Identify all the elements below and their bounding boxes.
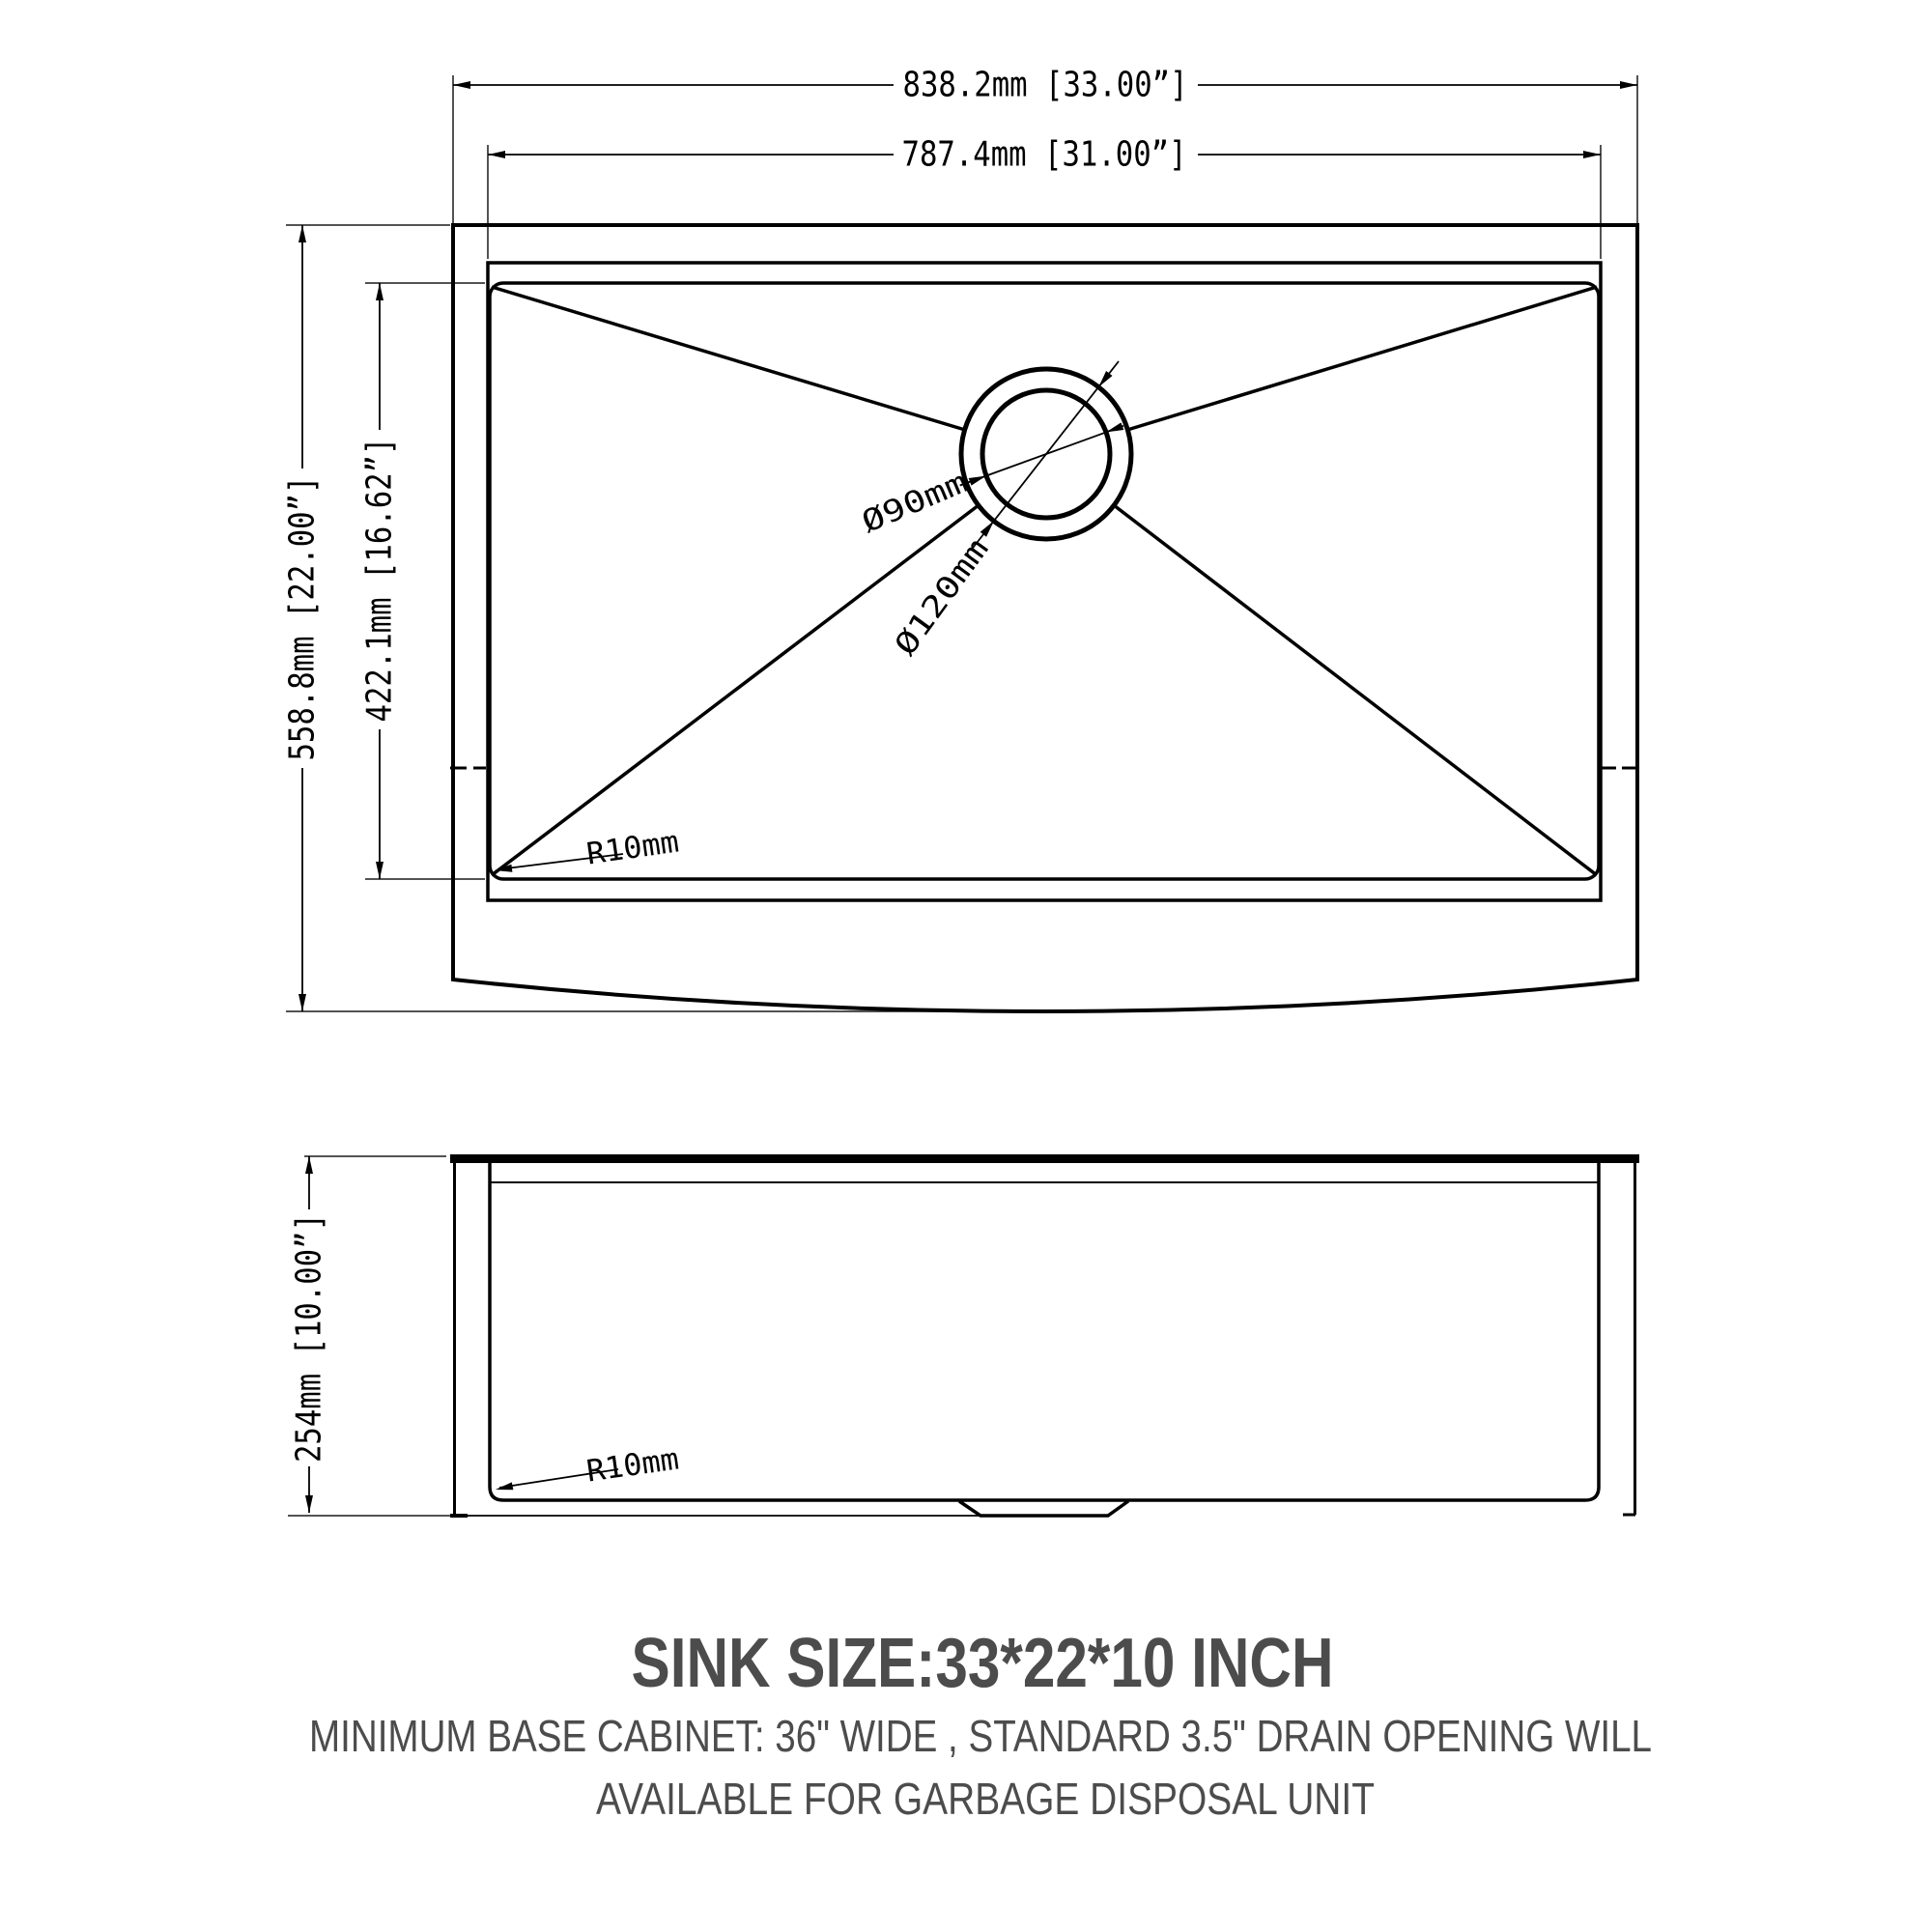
- corner-radius-callout-side: [496, 1441, 681, 1490]
- drain-outer-diameter-label: Ø120mm: [888, 554, 980, 663]
- dim-bowl-depth-label: 422.1mm [16.62”]: [359, 386, 400, 723]
- arrow-right-icon: [1620, 81, 1637, 89]
- dim-overall-width-label: 838.2mm [33.00”]: [902, 65, 1188, 105]
- arrow-up-icon: [298, 225, 306, 242]
- dimension-overall-width: [453, 66, 1637, 105]
- side-view: [288, 1154, 1639, 1516]
- arrow-left-icon: [488, 151, 505, 158]
- dimension-bowl-depth: [360, 283, 400, 879]
- top-view: [283, 66, 1639, 1012]
- dim-height-label: 254mm [10.00”]: [289, 1169, 329, 1463]
- arrow-icon: [969, 476, 986, 486]
- dimension-overall-depth: [283, 225, 323, 1011]
- bowl-bottom-outline: [490, 283, 1599, 879]
- drain: [857, 361, 1131, 662]
- note-line-1: MINIMUM BASE CABINET: 36" WIDE , STANDARD 3.5" DRAIN OPENING WILL: [309, 1711, 1652, 1761]
- arrow-down-icon: [376, 862, 384, 879]
- arrow-left-icon: [453, 81, 470, 89]
- corner-radius-label-top: R10mm: [583, 824, 679, 872]
- arrow-up-icon: [305, 1156, 313, 1174]
- drain-boss: [959, 1501, 1128, 1516]
- bowl-slope-lines: [492, 287, 1597, 875]
- bowl-rim-outline: [488, 263, 1601, 900]
- dimension-bowl-width: [488, 135, 1601, 175]
- dimension-height: [290, 1156, 329, 1513]
- corner-radius-callout-top: [495, 824, 681, 871]
- arrow-right-icon: [1583, 151, 1601, 158]
- sink-outer-outline: [453, 225, 1637, 1011]
- dim-overall-depth-label: 558.8mm [22.00”]: [282, 425, 323, 761]
- sink-size-title: SINK SIZE:33*22*10 INCH: [631, 1625, 1334, 1702]
- notes: [309, 1625, 1652, 1824]
- arrow-up-icon: [376, 283, 384, 300]
- drain-inner-diameter-label: Ø90mm: [857, 472, 954, 541]
- arrow-down-icon: [305, 1495, 313, 1513]
- dim-bowl-width-label: 787.4mm [31.00”]: [901, 134, 1187, 175]
- arrow-icon: [496, 1482, 513, 1490]
- arrow-down-icon: [298, 994, 306, 1011]
- note-line-2: AVAILABLE FOR GARBAGE DISPOSAL UNIT: [596, 1774, 1375, 1824]
- corner-radius-label-side: R10mm: [583, 1441, 679, 1490]
- arrow-icon: [1106, 422, 1123, 432]
- rim-bar: [450, 1154, 1639, 1163]
